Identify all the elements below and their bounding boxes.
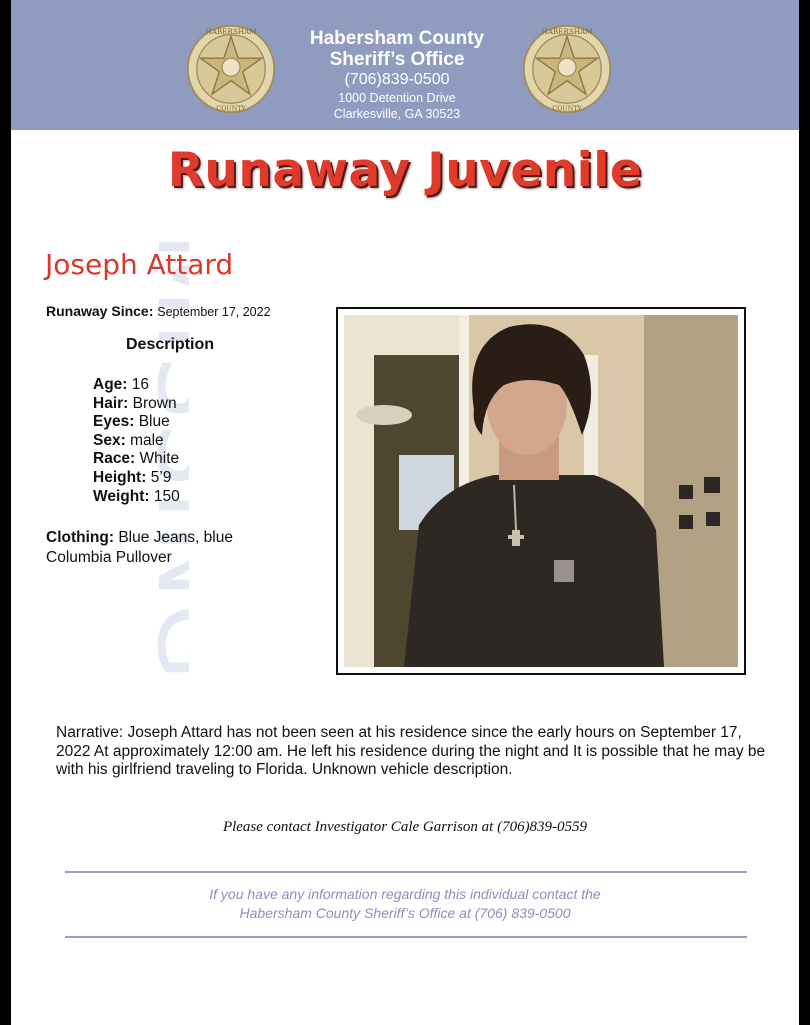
office-address-line2: Clarkesville, GA 30523	[333, 107, 461, 121]
divider-bottom	[65, 936, 747, 938]
attr-weight: Weight: 150	[93, 487, 180, 505]
office-name-line1: Habersham County	[309, 28, 485, 49]
office-name-line2: Sheriff’s Office	[329, 49, 465, 70]
divider-top	[65, 871, 747, 873]
person-name: Joseph Attard	[45, 248, 234, 281]
office-phone: (706)839-0500	[344, 71, 450, 88]
investigator-contact: Please contact Investigator Cale Garrison at (706)839-0559	[222, 819, 588, 835]
badge-bottom-text: COUNTY	[552, 105, 582, 113]
attr-race: Race: White	[93, 450, 180, 468]
clothing-label: Clothing:	[46, 529, 115, 546]
attr-eyes: Eyes: Blue	[93, 413, 170, 431]
sheriff-star-badge-left	[186, 24, 276, 114]
flyer-page	[11, 0, 799, 1025]
watermark-text: MISSING	[135, 232, 189, 685]
attr-age: Age: 16	[93, 376, 150, 393]
sheriff-star-badge-right	[522, 24, 612, 114]
badge-top-text: HABERSHAM	[541, 26, 593, 36]
person-photo	[344, 315, 738, 667]
clothing-value: Blue Jeans, blue Columbia Pullover	[46, 529, 233, 566]
attr-sex: Sex: male	[93, 431, 164, 449]
description-list	[93, 376, 180, 506]
person-photo-frame	[336, 307, 746, 675]
header-banner	[11, 0, 799, 130]
clothing-description	[46, 528, 286, 568]
footer-line2: Habersham County Sheriff’s Office at (706) 839-0500	[239, 905, 571, 921]
runaway-since	[46, 303, 271, 319]
narrative-text: Narrative: Joseph Attard has not been seen at his residence since the early hours on September 17, 2022 At approximately 12:00 am. He left his residence during the night and It is possible that he may be with his girlfriend traveling to Florida. Unknown vehicle description.	[56, 724, 766, 778]
office-info	[281, 28, 513, 122]
attr-hair: Hair: Brown	[93, 394, 177, 412]
runaway-since-label: Runaway Since:	[46, 303, 154, 319]
description-heading: Description	[126, 336, 215, 353]
flyer-title: Runaway Juvenile	[167, 143, 643, 198]
badge-top-text: HABERSHAM	[205, 26, 257, 36]
attr-height: Height: 5’9	[93, 468, 172, 486]
footer-line1: If you have any information regarding this individual contact the	[209, 886, 601, 902]
office-address-line1: 1000 Detention Drive	[338, 91, 456, 105]
footer-notice	[11, 885, 799, 923]
badge-bottom-text: COUNTY	[216, 105, 246, 113]
runaway-since-value: September 17, 2022	[157, 305, 271, 319]
